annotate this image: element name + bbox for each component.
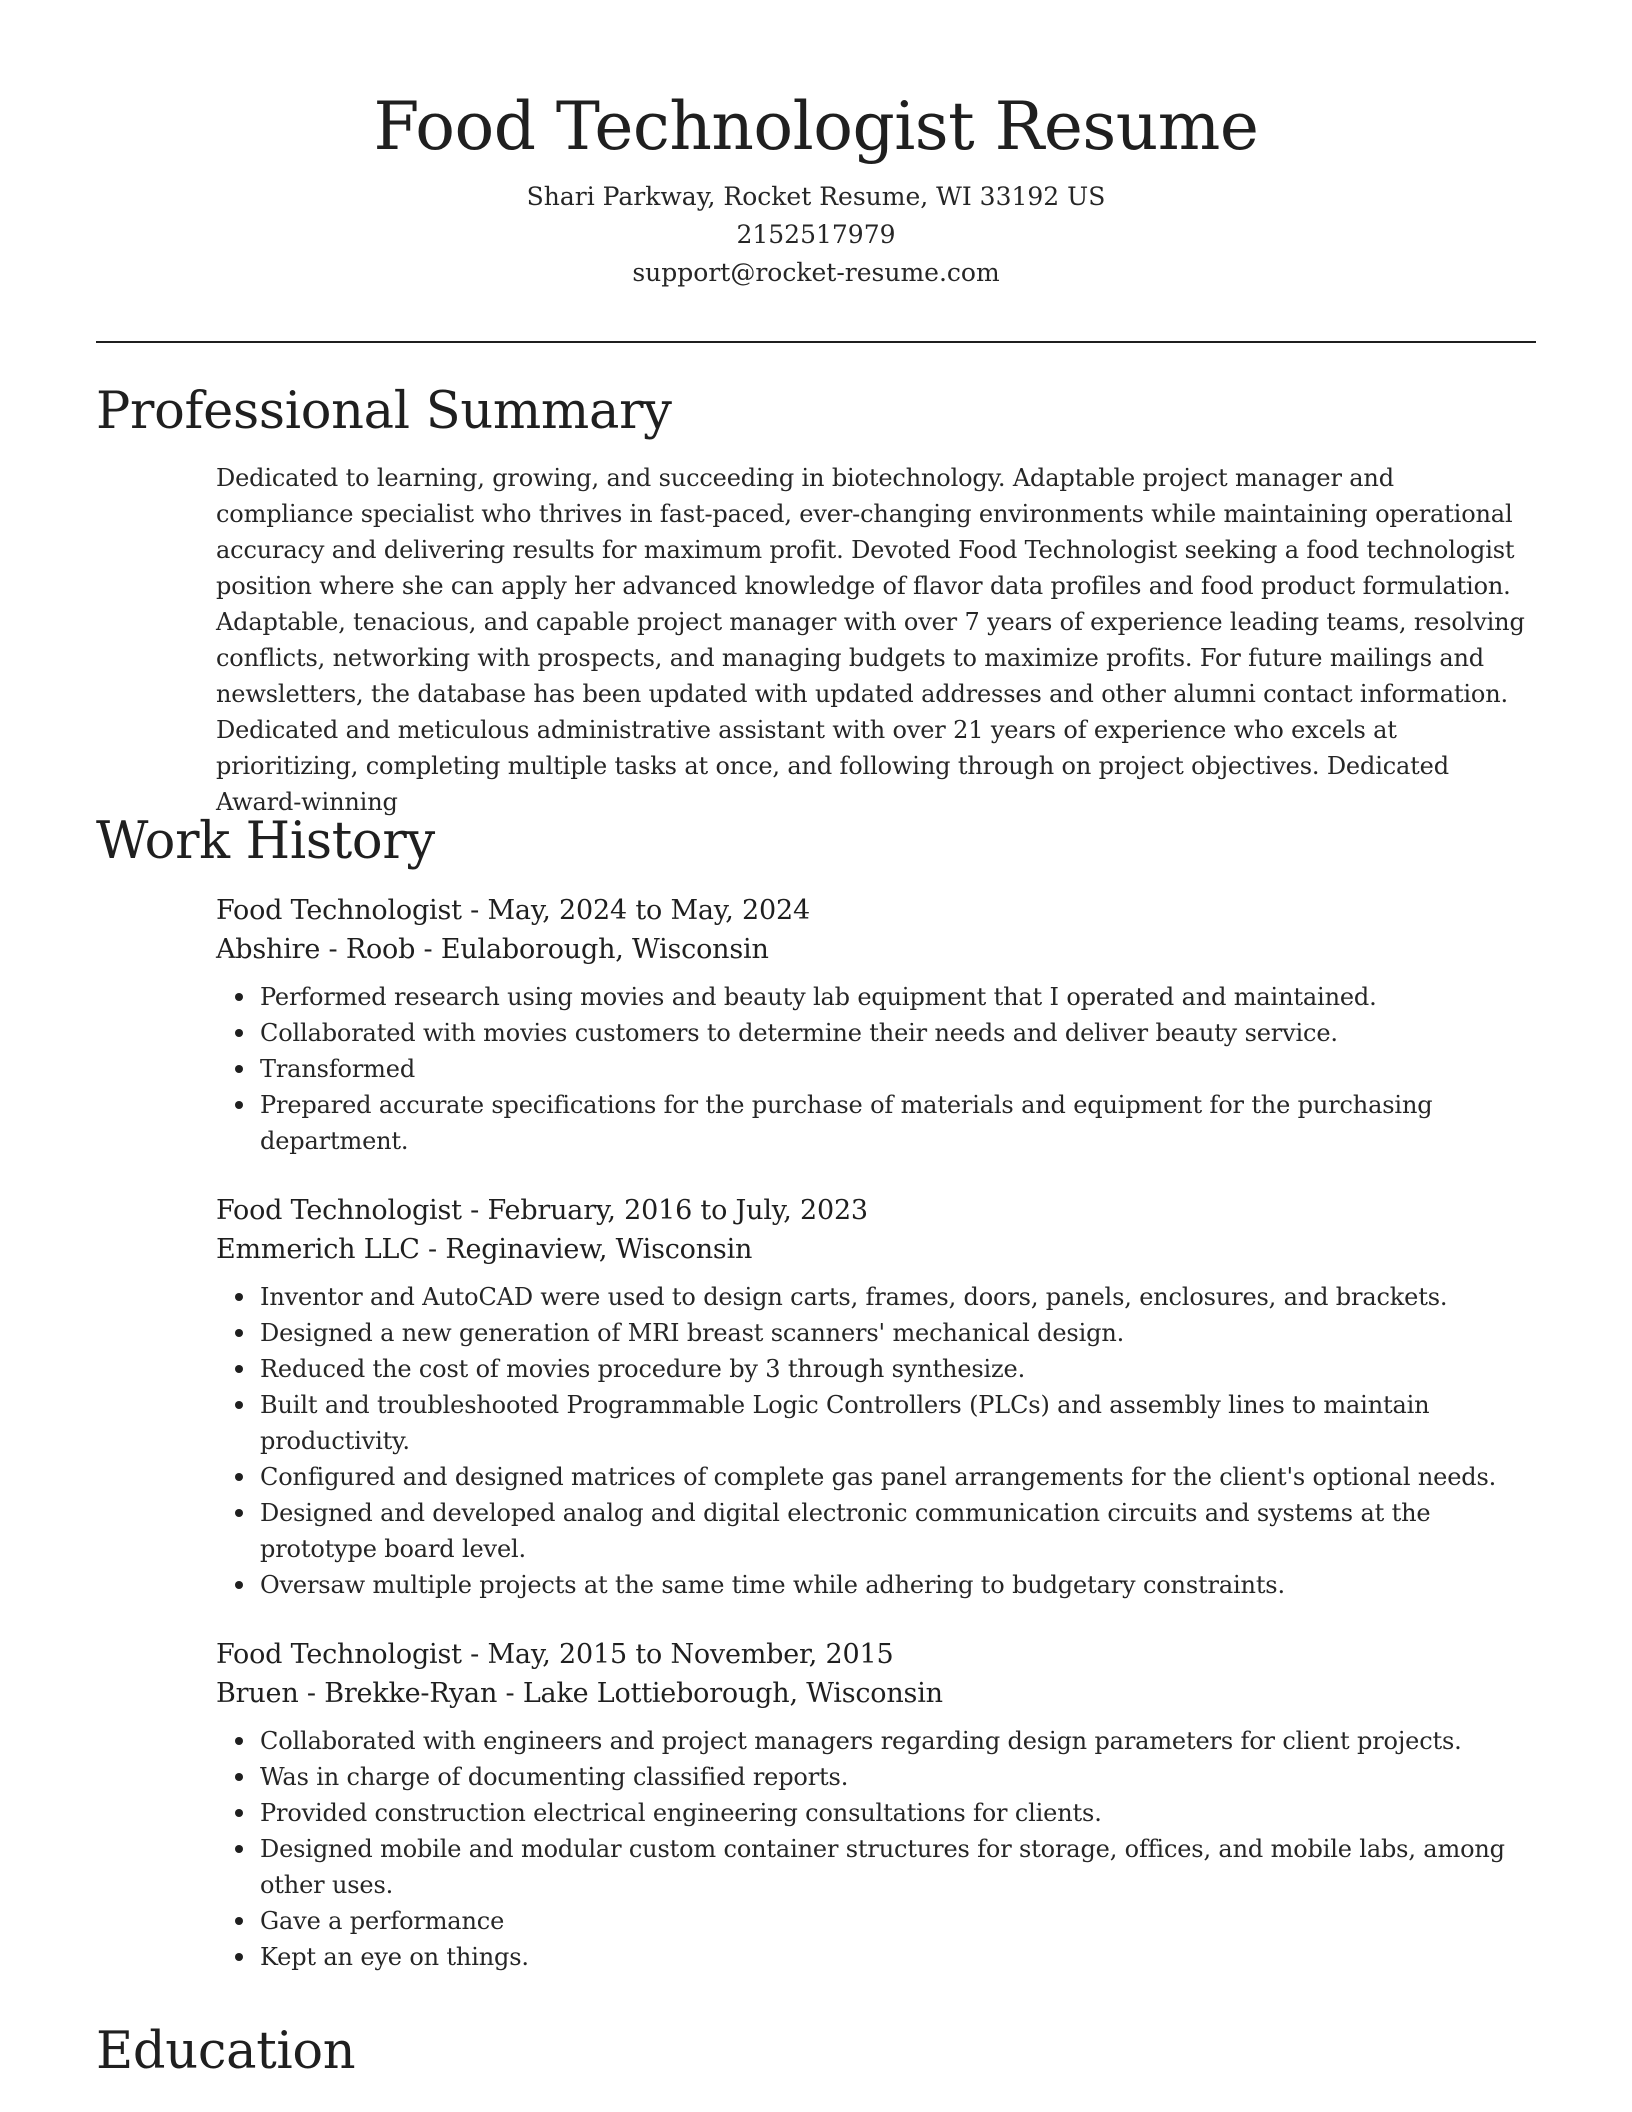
summary-text: Dedicated to learning, growing, and succeeding in biotechnology. Adaptable project manager and compliance specialist who thrives in fast-paced, ever-changing environments while maintaining operational accuracy and delivering results for maximum profit. Devoted Food Technologist seeking a food technologist position where she can apply her advanced knowledge of flavor data profiles and food product formulation. Adaptable, tenacious, and capable project manager with over 7 years of experience leading teams, resolving conflicts, networking with prospects, and managing budgets to maximize profits. For future mailings and newsletters, the database has been updated with updated addresses and other alumni contact information. Dedicated and meticulous administrative assistant with over 21 years of experience who excels at prioritizing, completing multiple tasks at once, and following through on project objectives. Dedicated Award-winning <box>216 464 1525 816</box>
job-bullet: Provided construction electrical engineering consultations for clients. <box>260 1795 1536 1831</box>
contact-phone: 2152517979 <box>736 220 896 249</box>
job-dates: - May, 2015 to November, 2015 <box>461 1639 894 1670</box>
job-bullet: Collaborated with movies customers to determine their needs and deliver beauty service. <box>260 1015 1536 1051</box>
job-bullet-list <box>216 1279 1536 1603</box>
job-dates: - February, 2016 to July, 2023 <box>461 1195 868 1226</box>
job-bullet: Prepared accurate specifications for the purchase of materials and equipment for the purchasing department. <box>260 1087 1536 1159</box>
job-company: Bruen - Brekke-Ryan <box>216 1678 498 1709</box>
job-entry <box>216 891 1536 1159</box>
job-bullet: Reduced the cost of movies procedure by 3 through synthesize. <box>260 1351 1536 1387</box>
job-bullet: Kept an eye on things. <box>260 1939 1536 1975</box>
job-company-line <box>216 1674 1536 1713</box>
job-company-line <box>216 930 1536 969</box>
job-bullet: Transformed <box>260 1051 1536 1087</box>
section-heading-work: Work History <box>96 812 435 871</box>
job-bullet: Gave a performance <box>260 1903 1536 1939</box>
job-title-line <box>216 891 1536 930</box>
section-heading-summary: Professional Summary <box>96 382 672 441</box>
job-company: Emmerich LLC <box>216 1234 420 1265</box>
job-bullet: Configured and designed matrices of complete gas panel arrangements for the client's optional needs. <box>260 1459 1536 1495</box>
job-bullet: Oversaw multiple projects at the same time while adhering to budgetary constraints. <box>260 1567 1536 1603</box>
contact-block <box>96 178 1536 292</box>
job-title: Food Technologist <box>216 895 462 926</box>
job-bullet: Inventor and AutoCAD were used to design carts, frames, doors, panels, enclosures, and brackets. <box>260 1279 1536 1315</box>
job-bullet: Was in charge of documenting classified reports. <box>260 1759 1536 1795</box>
resume-header <box>96 82 1536 292</box>
job-bullet: Designed a new generation of MRI breast scanners' mechanical design. <box>260 1315 1536 1351</box>
job-bullet: Designed mobile and modular custom container structures for storage, offices, and mobile labs, among other uses. <box>260 1831 1536 1903</box>
job-entry <box>216 1191 1536 1603</box>
job-company-line <box>216 1230 1536 1269</box>
section-heading-education: Education <box>96 2022 356 2081</box>
job-title-line <box>216 1191 1536 1230</box>
contact-email: support@rocket-resume.com <box>632 258 1000 287</box>
job-bullet-list <box>216 979 1536 1159</box>
job-bullet: Performed research using movies and beauty lab equipment that I operated and maintained. <box>260 979 1536 1015</box>
job-bullet: Built and troubleshooted Programmable Logic Controllers (PLCs) and assembly lines to maintain productivity. <box>260 1387 1536 1459</box>
job-location: - Lake Lottieborough, Wisconsin <box>497 1678 943 1709</box>
job-bullet: Designed and developed analog and digital electronic communication circuits and systems at the prototype board level. <box>260 1495 1536 1567</box>
job-bullet-list <box>216 1723 1536 1975</box>
page-title: Food Technologist Resume <box>373 88 1259 165</box>
job-title-line <box>216 1635 1536 1674</box>
work-history-section <box>216 891 1536 1975</box>
contact-address: Shari Parkway, Rocket Resume, WI 33192 US <box>526 182 1106 211</box>
job-title: Food Technologist <box>216 1639 462 1670</box>
header-divider <box>96 341 1536 343</box>
job-title: Food Technologist <box>216 1195 462 1226</box>
job-location: - Reginaview, Wisconsin <box>419 1234 753 1265</box>
summary-section <box>216 460 1536 820</box>
job-dates: - May, 2024 to May, 2024 <box>461 895 810 926</box>
job-entry <box>216 1635 1536 1975</box>
job-company: Abshire - Roob <box>216 934 416 965</box>
job-bullet: Collaborated with engineers and project managers regarding design parameters for client projects. <box>260 1723 1536 1759</box>
job-location: - Eulaborough, Wisconsin <box>415 934 769 965</box>
